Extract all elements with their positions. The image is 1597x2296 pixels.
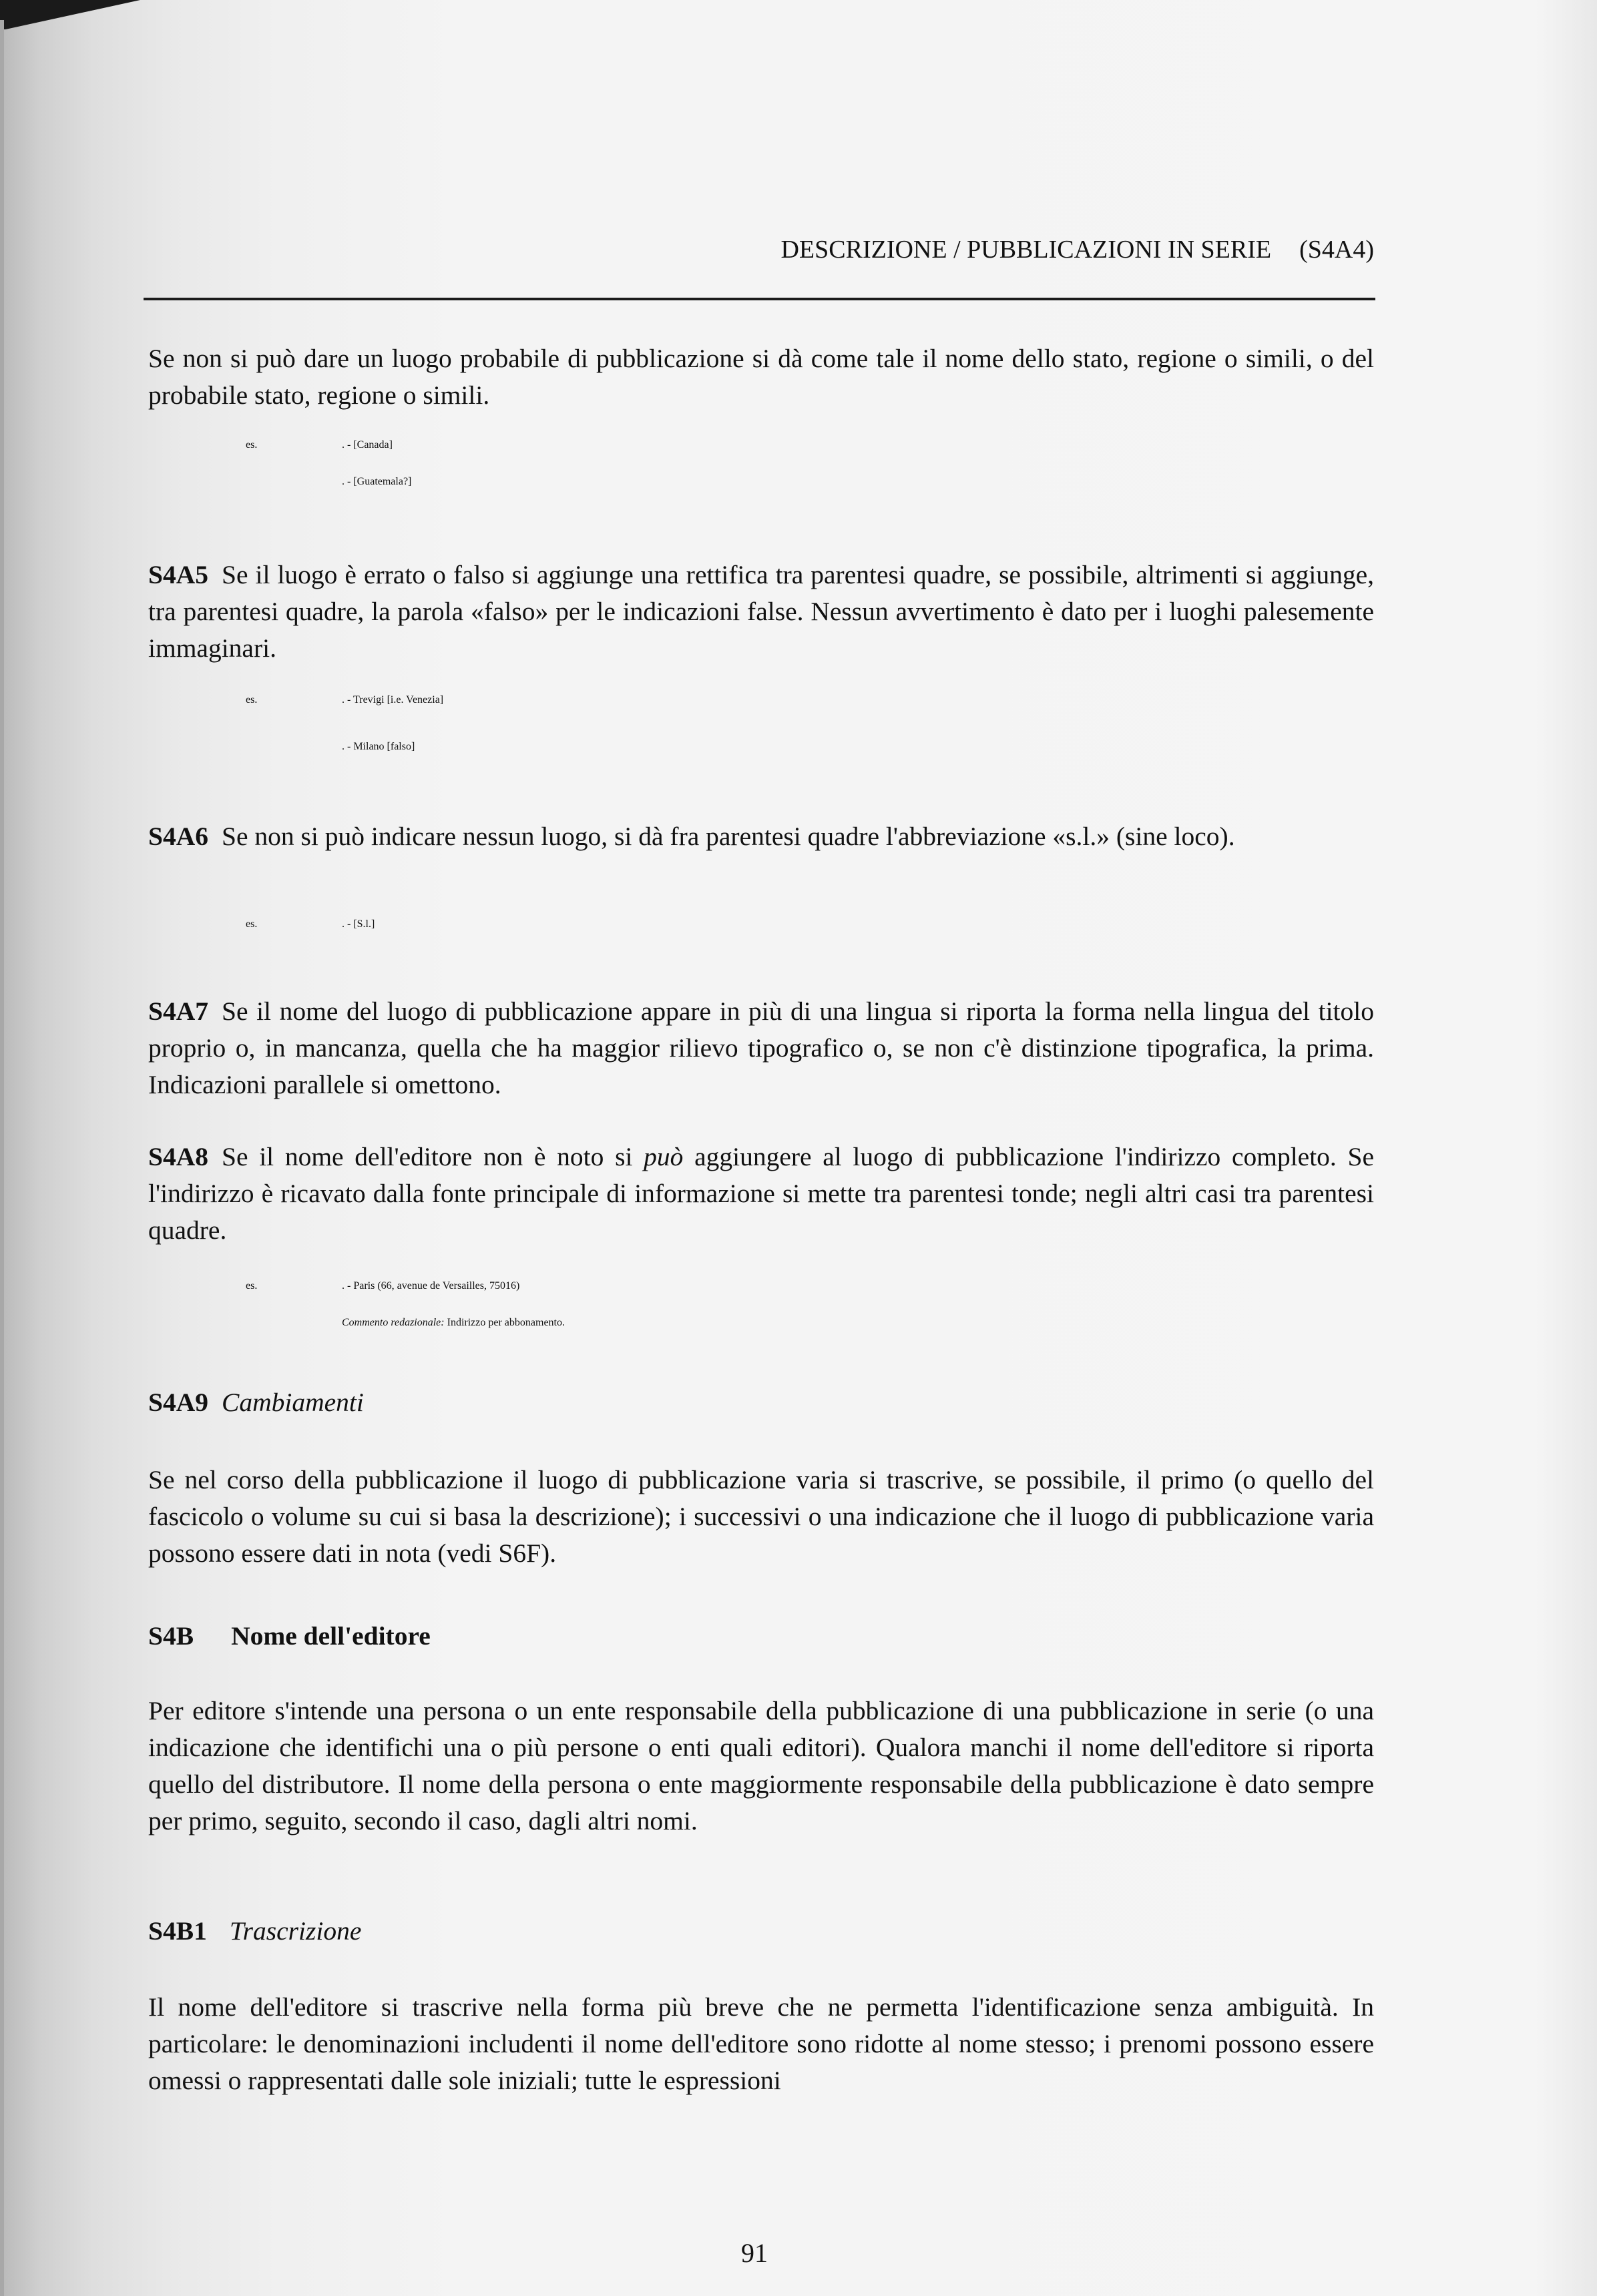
comment-label: Commento redazionale: bbox=[342, 1317, 445, 1328]
section-s4b-heading bbox=[148, 1618, 1374, 1655]
section-title: Nome dell'editore bbox=[231, 1621, 431, 1651]
section-s4a8 bbox=[148, 1139, 1374, 1249]
section-s4a6 bbox=[148, 818, 1374, 855]
section-title: Cambiamenti bbox=[222, 1388, 364, 1417]
header-rule bbox=[144, 298, 1375, 300]
section-text-italic: può bbox=[644, 1142, 684, 1171]
example-line: . - [Canada] bbox=[342, 439, 393, 451]
example-label: es. bbox=[246, 1280, 258, 1292]
example-line: . - [S.l.] bbox=[342, 918, 375, 930]
section-code: S4A8 bbox=[148, 1142, 208, 1171]
section-code: S4B1 bbox=[148, 1916, 207, 1946]
section-s4a7 bbox=[148, 993, 1374, 1103]
editorial-comment bbox=[342, 1317, 565, 1329]
comment-text: Indirizzo per abbonamento. bbox=[444, 1317, 565, 1328]
section-text: Se il luogo è errato o falso si aggiunge una rettifica tra parentesi quadre, se possibile, altrimenti si aggiunge, tra parentesi quadre, la parola «falso» per le indicazioni false. Nessun avvertimento è dato per i luoghi palesemente immaginari. bbox=[148, 560, 1374, 663]
section-code: S4B bbox=[148, 1621, 194, 1651]
section-text: Se il nome del luogo di pubblicazione appare in più di una lingua si riporta la forma nella lingua del titolo proprio o, in mancanza, quella che ha maggior rilievo tipografico o, se non c'è distinzione tipografica, la prima. Indicazioni parallele si omettono. bbox=[148, 996, 1374, 1099]
running-head bbox=[721, 235, 1374, 264]
section-text: Se non si può indicare nessun luogo, si dà fra parentesi quadre l'abbreviazione «s.l.» (sine loco). bbox=[222, 822, 1235, 851]
section-s4a9-text: Se nel corso della pubblicazione il luogo di pubblicazione varia si trascrive, se possibile, il primo (o quello del fascicolo o volume su cui si basa la descrizione); i successivi o una indicazione che il luogo di pubblicazione varia possono essere dati in nota (vedi S6F). bbox=[148, 1465, 1374, 1568]
example-line: . - Milano [falso] bbox=[342, 741, 415, 752]
running-head-title: DESCRIZIONE / PUBBLICAZIONI IN SERIE bbox=[780, 236, 1272, 264]
section-title: Trascrizione bbox=[229, 1916, 362, 1946]
running-head-section-ref: (S4A4) bbox=[1299, 236, 1374, 264]
page-number: 91 bbox=[741, 2238, 768, 2268]
section-code: S4A9 bbox=[148, 1388, 208, 1417]
intro-paragraph: Se non si può dare un luogo probabile di pubblicazione si dà come tale il nome dello stato, regione o simili, o del probabile stato, regione o simili. bbox=[148, 344, 1374, 410]
section-s4b1-heading bbox=[148, 1913, 1374, 1950]
example-label: es. bbox=[246, 694, 258, 705]
example-label: es. bbox=[246, 918, 258, 930]
example-line: . - [Guatemala?] bbox=[342, 476, 412, 487]
example-label: es. bbox=[246, 439, 258, 451]
section-code: S4A7 bbox=[148, 996, 208, 1026]
book-spine-shadow bbox=[0, 20, 4, 2296]
section-code: S4A5 bbox=[148, 560, 208, 589]
section-code: S4A6 bbox=[148, 822, 208, 851]
section-s4a9-heading bbox=[148, 1384, 1374, 1421]
section-s4b1-text: Il nome dell'editore si trascrive nella forma più breve che ne permetta l'identificazione senza ambiguità. In particolare: le denominazioni includenti il nome dell'editore sono ridotte al nome stesso; i prenomi possono essere omessi o rappresentati dalle sole iniziali; tutte le espressioni bbox=[148, 1992, 1374, 2095]
section-text-b: aggiungere al luogo di pubblicazione l'indirizzo completo. Se l'indirizzo è ricavato dalla fonte principale di informazione si mette tra parentesi tonde; negli altri casi tra parentesi quadre. bbox=[148, 1142, 1374, 1245]
section-text-a: Se il nome dell'editore non è noto si bbox=[222, 1142, 644, 1171]
section-s4b-text: Per editore s'intende una persona o un ente responsabile della pubblicazione di una pubblicazione in serie (o una indicazione che identifichi una o più persone o enti quali editori). Qualora manchi il nome dell'editore si riporta quello del distributore. Il nome della persona o ente maggiormente responsabile della pubblicazione è dato sempre per primo, seguito, secondo il caso, dagli altri nomi. bbox=[148, 1696, 1374, 1835]
scan-corner-shadow bbox=[0, 0, 140, 29]
example-line: . - Trevigi [i.e. Venezia] bbox=[342, 694, 444, 705]
section-s4a5 bbox=[148, 557, 1374, 667]
example-line: . - Paris (66, avenue de Versailles, 75016) bbox=[342, 1280, 520, 1292]
